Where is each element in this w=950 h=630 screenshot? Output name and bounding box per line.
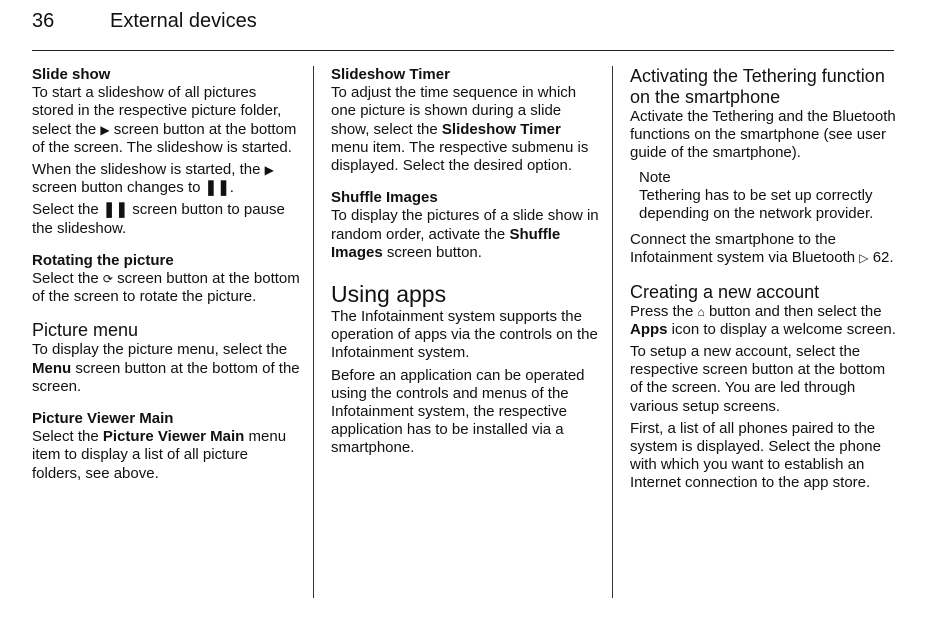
shuffle-paragraph bbox=[331, 207, 599, 262]
picture-menu-paragraph bbox=[32, 341, 300, 396]
menu-term: Shuffle Images bbox=[331, 225, 561, 261]
text-run: Select the bbox=[32, 201, 103, 219]
chapter-title: External devices bbox=[110, 10, 257, 32]
slide-show-paragraph bbox=[32, 201, 300, 237]
text-run: To adjust the time sequence in which one picture is shown during a slide show, select the bbox=[331, 84, 577, 138]
shuffle-heading: Shuffle Images bbox=[331, 189, 438, 207]
viewer-heading: Picture Viewer Main bbox=[32, 410, 174, 428]
account-paragraph: To setup a new account, select the respective screen button at the bottom of the screen. You are led through various setup screens. bbox=[630, 343, 886, 415]
slide-show-heading: Slide show bbox=[32, 66, 111, 83]
text-run: To display the pictures of a slide show in random order, activate the bbox=[331, 207, 599, 243]
column-2 bbox=[331, 66, 599, 458]
account-paragraph: First, a list of all phones paired to the system is displayed. Select the phone with which you want to establish an Internet connection to the app store. bbox=[630, 419, 881, 492]
text-run: Connect the smartphone to the Infotainment system via Bluetooth bbox=[630, 231, 860, 267]
menu-term: Menu bbox=[32, 359, 72, 377]
page-number: 36 bbox=[32, 10, 55, 32]
text-run: To start a slideshow of all pictures stored in the respective picture folder, select the bbox=[32, 84, 282, 138]
text-run: When the slideshow is started, the bbox=[32, 161, 265, 179]
column-3 bbox=[630, 66, 898, 493]
text-run: screen button at the bottom of the screen. bbox=[32, 359, 300, 395]
text-run: screen button at the bottom of the screen. The slideshow is started. bbox=[32, 120, 297, 156]
pause-icon: ❚❚ bbox=[204, 179, 230, 197]
text-run: . bbox=[889, 249, 894, 267]
play-icon: ▶ bbox=[100, 122, 110, 137]
slide-show-paragraph bbox=[32, 161, 300, 197]
account-paragraph bbox=[630, 303, 898, 339]
apps-heading: Using apps bbox=[331, 281, 447, 308]
slide-show-paragraph bbox=[32, 84, 300, 157]
text-run: screen button. bbox=[382, 243, 482, 261]
column-divider bbox=[313, 66, 314, 598]
text-run: menu item to display a list of all picture folders, see above. bbox=[32, 428, 287, 482]
play-icon: ▶ bbox=[264, 163, 274, 178]
rotate-paragraph bbox=[32, 270, 300, 306]
note-box bbox=[639, 169, 898, 224]
text-run: . bbox=[229, 179, 234, 197]
tether-paragraph: Activate the Tethering and the Bluetooth functions on the smartphone (see user guide of the smartphone). bbox=[630, 108, 896, 162]
menu-term: Slideshow Timer bbox=[441, 120, 561, 138]
text-run: Press the bbox=[630, 302, 698, 320]
tether-paragraph bbox=[630, 231, 898, 267]
tether-heading: Activating the Tethering function on the smartphone bbox=[630, 66, 885, 107]
home-icon: ⌂ bbox=[697, 304, 705, 319]
page-reference: 62 bbox=[872, 249, 890, 267]
text-run: menu item. The respective submenu is displayed. Select the desired option. bbox=[331, 138, 589, 175]
note-text: Tethering has to be set up correctly depending on the network provider. bbox=[639, 186, 874, 223]
rotate-icon: ⟳ bbox=[102, 272, 113, 287]
apps-paragraph: Before an application can be operated using the controls and menus of the Infotainment system, the respective application has to be installed via a smartphone. bbox=[331, 366, 585, 457]
text-run: icon to display a welcome screen. bbox=[667, 320, 896, 338]
text-run: To display the picture menu, select the bbox=[32, 341, 288, 359]
pause-icon: ❚❚ bbox=[102, 201, 129, 219]
text-run: screen button changes to bbox=[32, 179, 205, 197]
picture-menu-heading: Picture menu bbox=[32, 320, 139, 341]
column-divider bbox=[612, 66, 613, 598]
account-heading: Creating a new account bbox=[630, 281, 820, 302]
viewer-paragraph bbox=[32, 428, 300, 483]
text-run: Select the bbox=[32, 270, 103, 288]
menu-term: Apps bbox=[630, 320, 668, 338]
header-rule bbox=[32, 50, 894, 51]
note-label: Note bbox=[639, 168, 671, 186]
text-run: screen button at the bottom of the screen to rotate the picture. bbox=[32, 270, 300, 306]
column-1 bbox=[32, 66, 300, 483]
menu-term: Picture Viewer Main bbox=[102, 428, 245, 446]
text-run: button and then select the bbox=[704, 302, 882, 320]
text-run: screen button to pause the slideshow. bbox=[32, 201, 285, 237]
page-header bbox=[32, 8, 894, 50]
timer-heading: Slideshow Timer bbox=[331, 66, 450, 83]
apps-paragraph: The Infotainment system supports the operation of apps via the controls on the Infotainment system. bbox=[331, 308, 598, 362]
text-run: Select the bbox=[32, 428, 103, 446]
timer-paragraph bbox=[331, 84, 599, 175]
reference-arrow-icon: ▷ bbox=[859, 251, 869, 266]
rotate-heading: Rotating the picture bbox=[32, 251, 174, 269]
